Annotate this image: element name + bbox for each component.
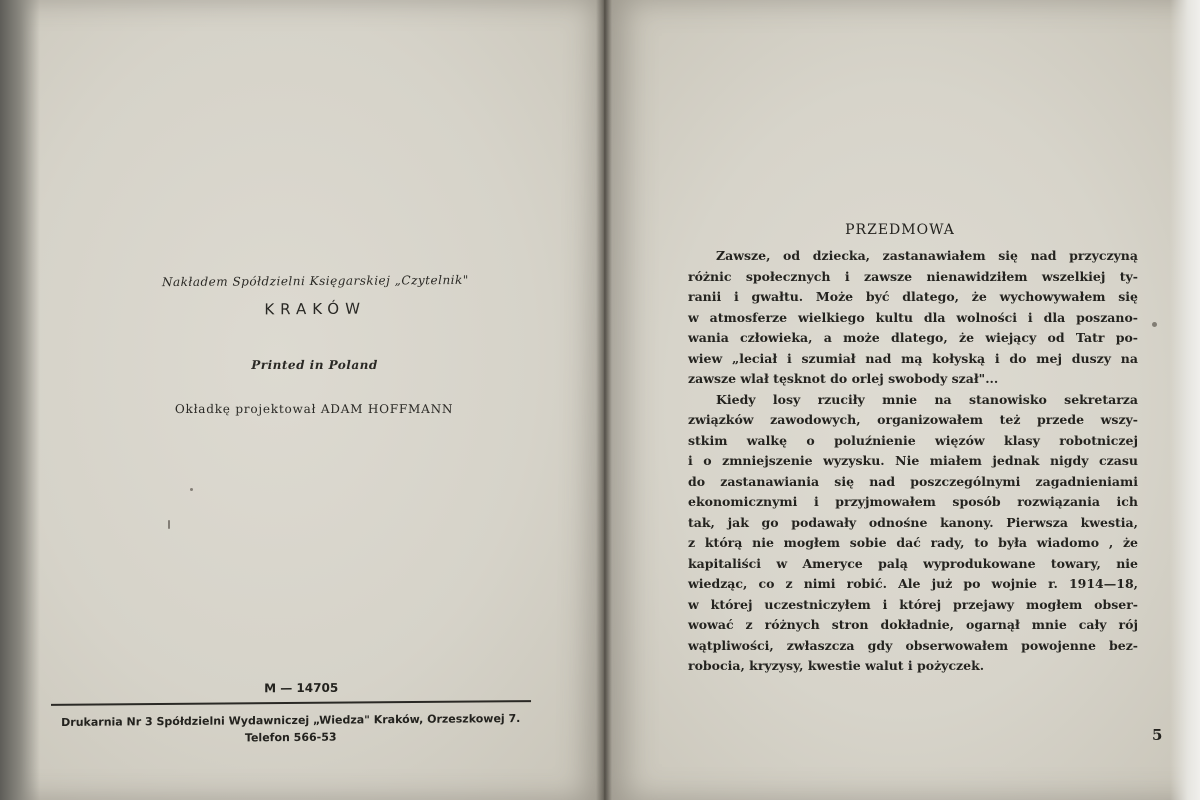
text-line: ekonomicznymi i przyjmowałem sposób rozwiązania ich (688, 494, 1138, 509)
text-line: tak, jak go podawały odnośne kanony. Pierwsza kwestia, (688, 514, 1138, 530)
printer-address: Drukarnia Nr 3 Spółdzielni Wydawniczej „Wiedza" Kraków, Orzeszkowej 7. (61, 711, 521, 730)
text-line: z którą nie mogłem sobie dać rady, to była wiadomo , że (688, 535, 1138, 550)
book-gutter (596, 0, 612, 800)
imprint-divider (51, 700, 531, 706)
text-line: do zastanawiania się nad poszczególnymi zagadnieniami (688, 473, 1138, 489)
text-line: w atmosferze wielkiego kultu dla wolności i dla poszano- (688, 309, 1138, 325)
text-line: w której uczestniczyłem i której przejawy mogłem obser- (688, 596, 1138, 612)
text-line: kapitaliści w Ameryce palą wyprodukowane towary, nie (688, 555, 1138, 571)
printer-phone: Telefon 566-53 (244, 730, 337, 745)
text-line: i o zmniejszenie wyzysku. Nie miałem jednak nigdy czasu (688, 453, 1138, 468)
printer-info (31, 710, 551, 749)
page-number: 5 (1152, 726, 1163, 744)
preface-body (688, 246, 1138, 677)
text-line: wiew „leciał i szumiał nad mą kołyską i do mej duszy na (688, 350, 1138, 366)
paper-speck (168, 520, 170, 529)
text-line: Zawsze, od dziecka, zastanawiałem się nad przyczyną (716, 248, 1138, 263)
paper-speck (1152, 322, 1157, 327)
text-line: Kiedy losy rzuciły mnie na stanowisko sekretarza (716, 391, 1138, 407)
text-line: wania człowieka, a może dlatego, że wiejący od Tatr po- (688, 330, 1138, 345)
text-line: wować z różnych stron dokładnie, ogarnął mnie cały rój (688, 617, 1138, 632)
text-line: zawsze wlał tęsknot do orlej swobody szał"... (688, 371, 999, 386)
printed-in-line: Printed in Poland (251, 358, 378, 372)
text-line: wiedząc, co z nimi robić. Ale już po wojnie r. 1914—18, (688, 576, 1138, 591)
table-edge (0, 0, 40, 800)
text-line: związków zawodowych, organizowałem też przede wszy- (688, 412, 1138, 427)
print-code: M — 14705 (264, 680, 339, 696)
background-edge (1170, 0, 1200, 800)
paper-speck (190, 488, 193, 491)
text-line: różnic społecznych i zawsze nienawidziłem wszelkiej ty- (688, 268, 1138, 284)
text-line: stkim walkę o poluźnienie więzów klasy robotniczej (688, 432, 1138, 448)
publisher-line: Nakładem Spółdzielni Księgarskiej „Czytelnik" (161, 272, 469, 290)
publication-city: KRAKÓW (264, 299, 366, 319)
text-line: robocia, kryzysy, kwestie walut i pożyczek. (688, 658, 985, 673)
preface-heading: PRZEDMOWA (845, 222, 955, 238)
text-line: ranii i gwałtu. Może być dlatego, że wychowywałem się (688, 289, 1138, 304)
cover-designer-credit: Okładkę projektował ADAM HOFFMANN (174, 402, 454, 416)
text-line: wątpliwości, zwłaszcza gdy obserwowałem powojenne bez- (688, 637, 1138, 653)
